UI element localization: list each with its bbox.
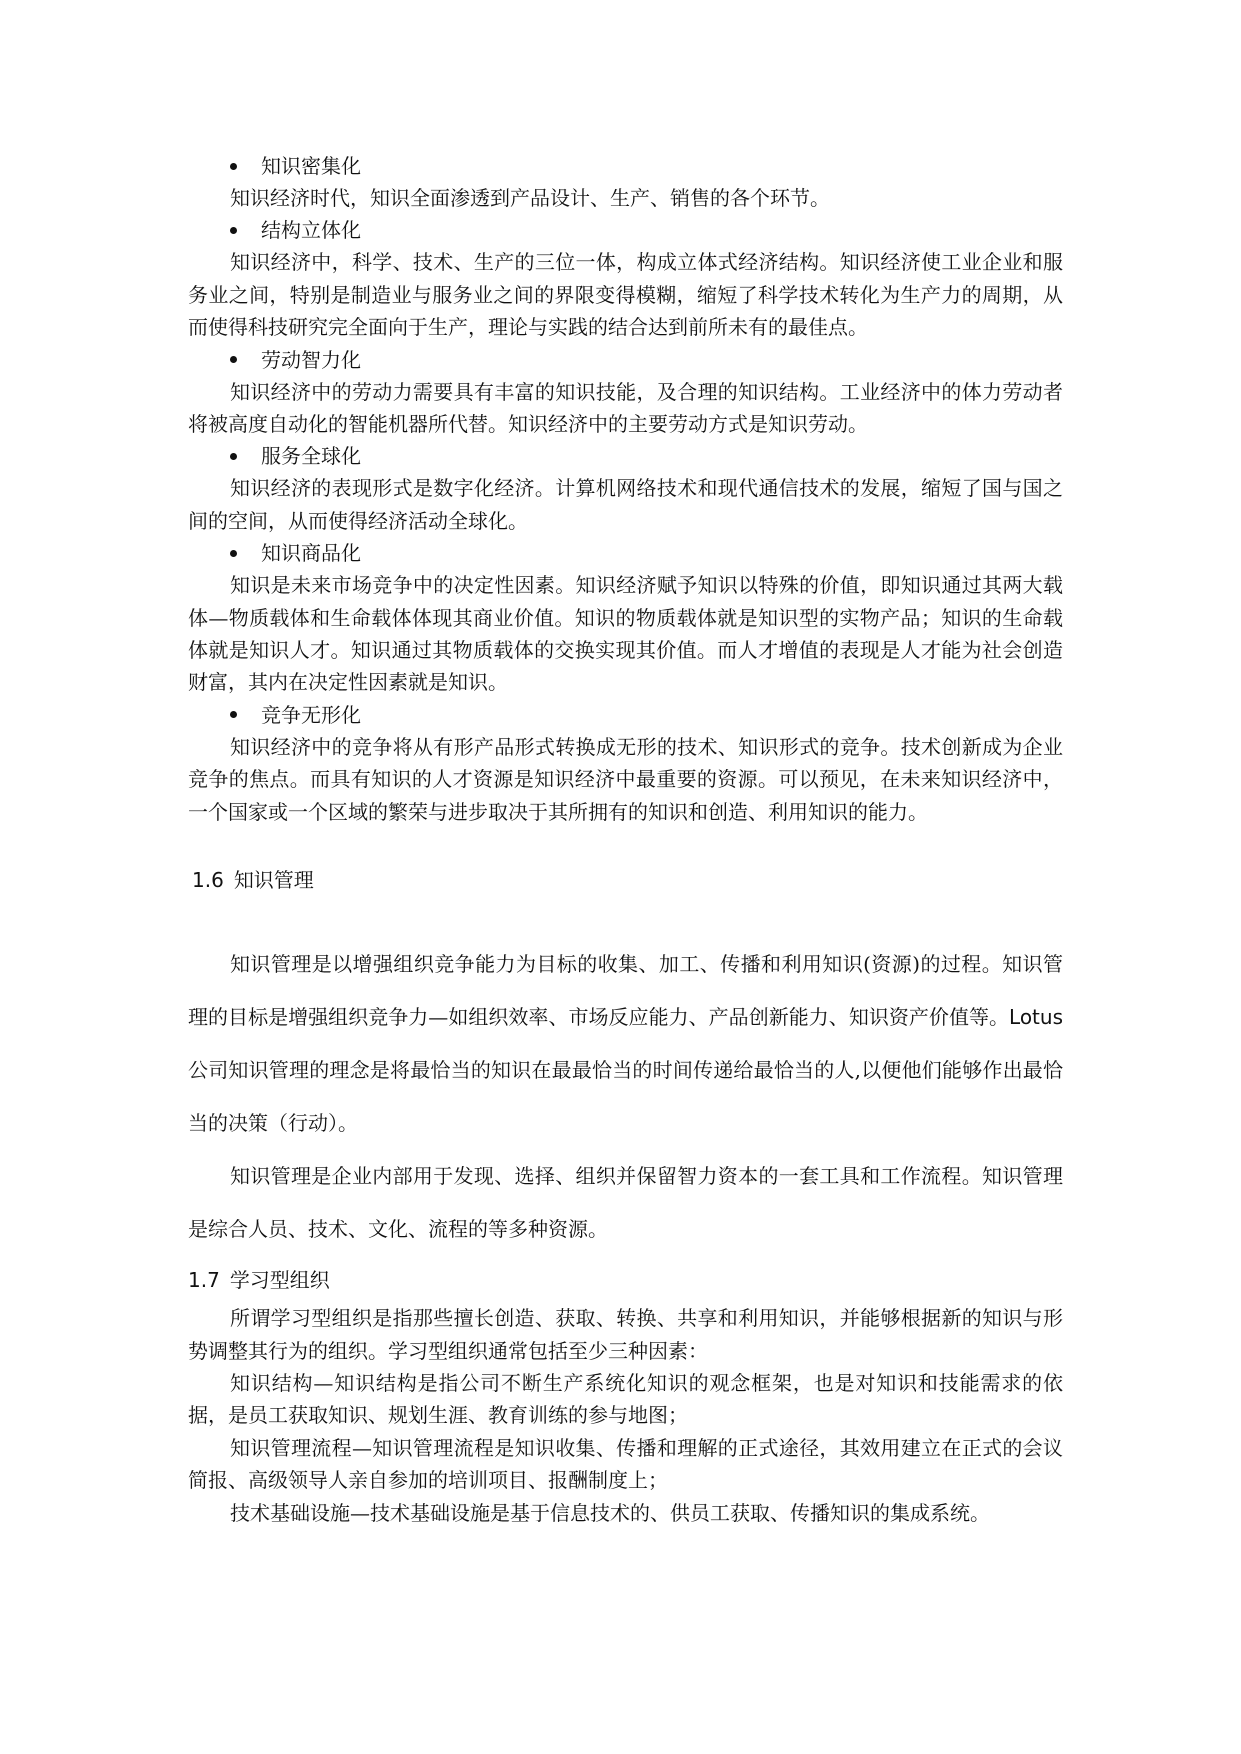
bullet-item	[188, 537, 1063, 569]
section-number: 1.6	[192, 868, 224, 893]
paragraph-text: 知识管理是以增强组织竞争能力为目标的收集、加工、传播和利用知识(资源)的过程。知识管理的目标是增强组织竞争力—如组织效率、市场反应能力、产品创新能力、知识资产价值等。	[188, 952, 1063, 1030]
paragraph: 知识经济的表现形式是数字化经济。计算机网络技术和现代通信技术的发展，缩短了国与国之间的空间，从而使得经济活动全球化。	[188, 476, 1063, 533]
bullet-dot-icon	[230, 453, 237, 460]
paragraph	[188, 938, 1063, 1150]
bullet-label: 竞争无形化	[261, 702, 361, 727]
section-title: 学习型组织	[229, 1268, 330, 1293]
paragraph: 知识是未来市场竞争中的决定性因素。知识经济赋予知识以特殊的价值，即知识通过其两大载体—物质载体和生命载体体现其商业价值。知识的物质载体就是知识型的实物产品；知识的生命载体就是知识人才。知识通过其物质载体的交换实现其价值。而人才增值的表现是人才能为社会创造财富，其内在决定性因素就是知识。	[188, 573, 1063, 695]
bullet-label: 劳动智力化	[261, 347, 361, 372]
bullet-label: 服务全球化	[261, 444, 361, 469]
paragraph: 所谓学习型组织是指那些擅长创造、获取、转换、共享和利用知识，并能够根据新的知识与形势调整其行为的组织。学习型组织通常包括至少三种因素：	[188, 1306, 1063, 1363]
bullet-label: 结构立体化	[261, 218, 361, 243]
paragraph: 知识管理是企业内部用于发现、选择、组织并保留智力资本的一套工具和工作流程。知识管理是综合人员、技术、文化、流程的等多种资源。	[188, 1164, 1063, 1242]
section-heading-1-6	[188, 864, 1063, 896]
bullet-item	[188, 214, 1063, 246]
bullet-label: 知识密集化	[261, 154, 361, 178]
section-number: 1.7	[188, 1268, 220, 1293]
bullet-item	[188, 440, 1063, 472]
paragraph: 知识结构—知识结构是指公司不断生产系统化知识的观念框架，也是对知识和技能需求的依据，是员工获取知识、规划生涯、教育训练的参与地图；	[188, 1370, 1063, 1428]
bullet-dot-icon	[230, 711, 237, 718]
bullet-item	[188, 344, 1063, 376]
bullet-dot-icon	[230, 356, 237, 363]
bullet-item	[188, 150, 1063, 182]
section-heading-1-7	[188, 1264, 1063, 1296]
bullet-label: 知识商品化	[261, 541, 361, 566]
paragraph: 知识经济中的竞争将从有形产品形式转换成无形的技术、知识形式的竞争。技术创新成为企业竞争的焦点。而具有知识的人才资源是知识经济中最重要的资源。可以预见，在未来知识经济中，一个国家或一个区域的繁荣与进步取决于其所拥有的知识和创造、利用知识的能力。	[188, 734, 1063, 824]
document-page	[188, 150, 1063, 1529]
bullet-item	[188, 699, 1063, 731]
paragraph: 知识管理流程—知识管理流程是知识收集、传播和理解的正式途径，其效用建立在正式的会议简报、高级领导人亲自参加的培训项目、报酬制度上；	[188, 1435, 1063, 1493]
paragraph: 知识经济中的劳动力需要具有丰富的知识技能，及合理的知识结构。工业经济中的体力劳动者将被高度自动化的智能机器所代替。知识经济中的主要劳动方式是知识劳动。	[188, 379, 1063, 437]
brand-name: Lotus	[1009, 1005, 1063, 1030]
paragraph: 知识经济中，科学、技术、生产的三位一体，构成立体式经济结构。知识经济使工业企业和服务业之间，特别是制造业与服务业之间的界限变得模糊，缩短了科学技术转化为生产力的周期，从而使得科技研究完全面向于生产，理论与实践的结合达到前所未有的最佳点。	[188, 250, 1063, 340]
paragraph-text: 公司知识管理的理念是将最恰当的知识在最最恰当的时间传递给最恰当的人,以便他们能够作出最恰当的决策（行动）。	[188, 1058, 1063, 1136]
bullet-dot-icon	[230, 550, 237, 557]
bullet-dot-icon	[230, 163, 237, 170]
paragraph: 技术基础设施—技术基础设施是基于信息技术的、供员工获取、传播知识的集成系统。	[230, 1500, 990, 1525]
paragraph: 知识经济时代，知识全面渗透到产品设计、生产、销售的各个环节。	[230, 186, 830, 210]
bullet-dot-icon	[230, 227, 237, 234]
section-title: 知识管理	[233, 868, 314, 893]
